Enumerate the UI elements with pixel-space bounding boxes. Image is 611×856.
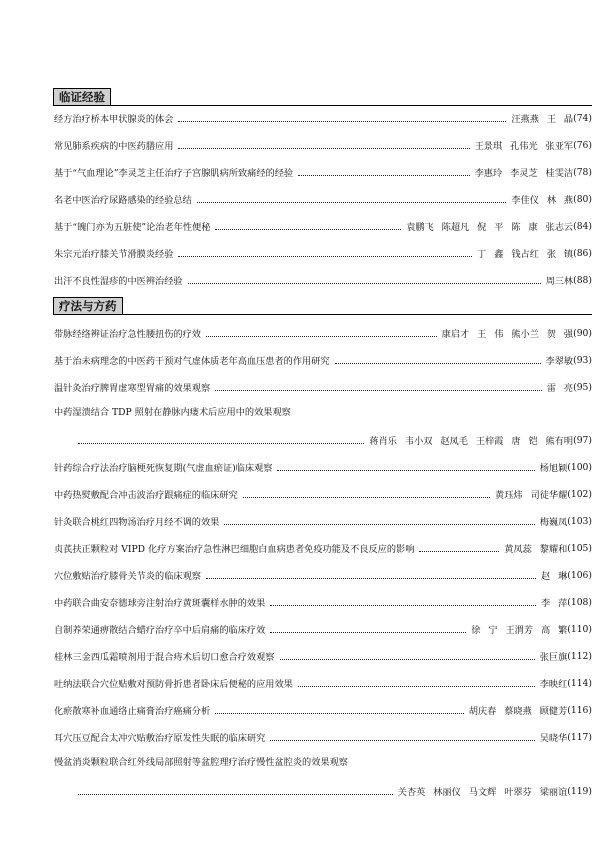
leader-dots	[280, 659, 535, 660]
entry-authors: 李 萍	[540, 598, 568, 609]
toc-entry[interactable]	[54, 165, 592, 179]
leader-dots	[215, 229, 401, 230]
leader-dots	[197, 202, 507, 203]
entry-page: (106)	[567, 569, 592, 581]
entry-title: 常见肺系疾病的中医药膳应用	[54, 141, 174, 152]
leader-dots	[206, 578, 536, 579]
entry-title: 针灸联合桃红四物汤治疗月经不调的效果	[54, 517, 220, 528]
leader-dots	[178, 148, 469, 149]
entry-authors: 张巨旗	[539, 652, 568, 663]
leader-dots	[270, 632, 466, 633]
entry-authors: 徐 宁 王渭芳 高 繁	[471, 625, 568, 636]
entry-title: 自制养荣通痹散结合蜡疗治疗卒中后肩痛的临床疗效	[54, 625, 266, 636]
toc-entry[interactable]	[54, 541, 592, 555]
section-header	[53, 297, 592, 315]
entry-page: (105)	[567, 542, 592, 554]
toc-entry[interactable]	[54, 219, 592, 233]
toc-entry[interactable]	[54, 138, 592, 152]
leader-dots	[270, 740, 534, 741]
entry-title: 带脉经络辨证治疗急性腰扭伤的疗效	[54, 329, 201, 340]
entry-authors: 汪燕燕 王 晶	[511, 114, 574, 125]
leader-dots	[298, 686, 535, 687]
entry-page: (119)	[567, 785, 592, 797]
toc-entry[interactable]	[54, 568, 592, 582]
toc-entry[interactable]	[54, 380, 592, 394]
entry-authors: 康启才 王 伟 熊小兰 贺 强	[441, 329, 574, 340]
entry-title: 穴位敷贴治疗膝骨关节炎的临床观察	[54, 571, 201, 582]
toc-entry[interactable]	[54, 730, 592, 744]
entry-page: (80)	[573, 193, 592, 205]
entry-title: 温针灸治疗脾胃虚寒型胃痛的效果观察	[54, 383, 211, 394]
toc-entry-continuation[interactable]	[78, 784, 592, 798]
entry-authors: 周三林	[545, 276, 574, 287]
entry-authors: 丁 鑫 钱占红 张 镇	[477, 249, 574, 260]
toc-entry[interactable]	[54, 273, 592, 287]
entry-page: (114)	[567, 677, 592, 689]
section-title: 临证经验	[53, 88, 111, 106]
toc-entry[interactable]	[54, 246, 592, 260]
entry-title[interactable]: 中药湿溃结合 TDP 照射在静脉内瘘术后应用中的效果观察	[54, 407, 291, 418]
toc-entry[interactable]	[54, 514, 592, 528]
toc-entry[interactable]	[54, 622, 592, 636]
toc-entry[interactable]	[54, 487, 592, 501]
entry-title: 中药联合曲安奈德球旁注射治疗黄斑囊样水肿的效果	[54, 598, 266, 609]
entry-authors: 雷 亮	[546, 383, 574, 394]
entry-page: (108)	[567, 596, 592, 608]
entry-title: 名老中医治疗尿路感染的经验总结	[54, 195, 192, 206]
entry-title[interactable]: 慢盆消炎颗粒联合红外线局部照射等盆腔理疗治疗慢性盆腔炎的效果观察	[54, 757, 348, 768]
entry-authors: 梅巍凤	[539, 517, 568, 528]
entry-page: (97)	[573, 434, 592, 446]
entry-authors: 李映红	[539, 679, 568, 690]
entry-page: (110)	[567, 623, 592, 635]
leader-dots	[178, 256, 472, 257]
leader-dots	[215, 390, 542, 391]
entry-title: 中药热熨敷配合冲击波治疗跟痛症的临床研究	[54, 490, 238, 501]
entry-authors: 黄凤蕊 黎耀和	[504, 544, 568, 555]
toc-entry[interactable]	[54, 595, 592, 609]
entry-page: (93)	[573, 354, 592, 366]
entry-page: (88)	[573, 274, 592, 286]
leader-dots	[335, 363, 541, 364]
entry-authors: 黄珏炜 司徒华耀	[495, 490, 568, 501]
toc-entry[interactable]	[54, 460, 592, 474]
entry-page: (116)	[567, 704, 592, 716]
section-rule	[53, 105, 592, 106]
toc-entry[interactable]	[54, 111, 592, 125]
leader-dots	[78, 443, 364, 444]
entry-title: 化瘀散寒补血通络止痛膏治疗癌痛分析	[54, 706, 211, 717]
entry-page: (102)	[567, 488, 592, 500]
leader-dots	[224, 524, 534, 525]
leader-dots	[188, 283, 541, 284]
entry-title: 桂林三金西瓜霜喷剂用于混合痔术后切口愈合疗效观察	[54, 652, 275, 663]
entry-authors: 关杏英 林丽仪 马文辉 叶翠芬 梁丽谊	[397, 787, 568, 798]
entry-title: 针药综合疗法治疗脑梗死恢复期(气虚血瘀证)临床观察	[54, 463, 273, 474]
entry-page: (78)	[573, 166, 592, 178]
entry-title: 出汗不良性湿疹的中医辨治经验	[54, 276, 183, 287]
entry-authors: 蒋肖乐 韦小双 赵凤毛 王梓霞 唐 铠 熊有明	[369, 436, 574, 447]
entry-authors: 袁鹏飞 陈超凡 倪 平 陈 康 张志云	[406, 222, 574, 233]
entry-page: (95)	[573, 381, 592, 393]
leader-dots	[270, 605, 536, 606]
section-header	[53, 88, 592, 106]
entry-title: 耳穴压豆配合太冲穴贴敷治疗原发性失眠的临床研究	[54, 733, 266, 744]
entry-authors: 杨旭颖	[539, 463, 568, 474]
entry-page: (90)	[573, 327, 592, 339]
leader-dots	[206, 336, 437, 337]
entry-authors: 李翠敏	[545, 356, 574, 367]
leader-dots	[298, 175, 470, 176]
leader-dots	[243, 497, 490, 498]
toc-entry-continuation[interactable]	[78, 433, 592, 447]
entry-title: 经方治疗桥本甲状腺炎的体会	[54, 114, 174, 125]
entry-page: (86)	[573, 247, 592, 259]
entry-title: 贞芪扶正颗粒对 VIPD 化疗方案治疗急性淋巴细胞白血病患者免疫功能及不良反应的影响	[54, 544, 415, 555]
toc-entry[interactable]	[54, 649, 592, 663]
section-title: 疗法与方药	[53, 297, 123, 315]
toc-entry[interactable]	[54, 676, 592, 690]
entry-title: 基于“气血理论”李灵芝主任治疗子宫腺肌病所致痛经的经验	[54, 168, 294, 179]
toc-entry[interactable]	[54, 353, 592, 367]
entry-title: 基于“魄门亦为五脏使”论治老年性便秘	[54, 222, 211, 233]
toc-entry[interactable]	[54, 703, 592, 717]
entry-authors: 李惠玲 李灵芝 桂雯洁	[474, 168, 574, 179]
leader-dots	[178, 121, 506, 122]
entry-page: (117)	[567, 731, 592, 743]
toc-entry[interactable]	[54, 326, 592, 340]
entry-page: (74)	[573, 112, 592, 124]
section-rule	[53, 314, 592, 315]
leader-dots	[277, 470, 534, 471]
entry-authors: 胡庆春 蔡晓燕 顾健芳	[468, 706, 568, 717]
entry-page: (84)	[573, 220, 592, 232]
entry-page: (112)	[567, 650, 592, 662]
entry-authors: 王景琪 孔伟光 张亚军	[474, 141, 574, 152]
entry-page: (103)	[567, 515, 592, 527]
entry-page: (100)	[567, 461, 592, 473]
entry-authors: 赵 琳	[540, 571, 568, 582]
entry-authors: 李佳仪 林 燕	[511, 195, 574, 206]
leader-dots	[78, 794, 393, 795]
leader-dots	[419, 551, 499, 552]
entry-title: 基于治未病理念的中医药干预对气虚体质老年高血压患者的作用研究	[54, 356, 330, 367]
entry-page: (76)	[573, 139, 592, 151]
leader-dots	[215, 713, 464, 714]
entry-authors: 吴晓华	[539, 733, 568, 744]
entry-title: 吐纳法联合穴位贴敷对预防骨折患者卧床后便秘的应用效果	[54, 679, 293, 690]
toc-entry[interactable]	[54, 192, 592, 206]
entry-title: 朱宗元治疗膝关节滑膜炎经验	[54, 249, 174, 260]
